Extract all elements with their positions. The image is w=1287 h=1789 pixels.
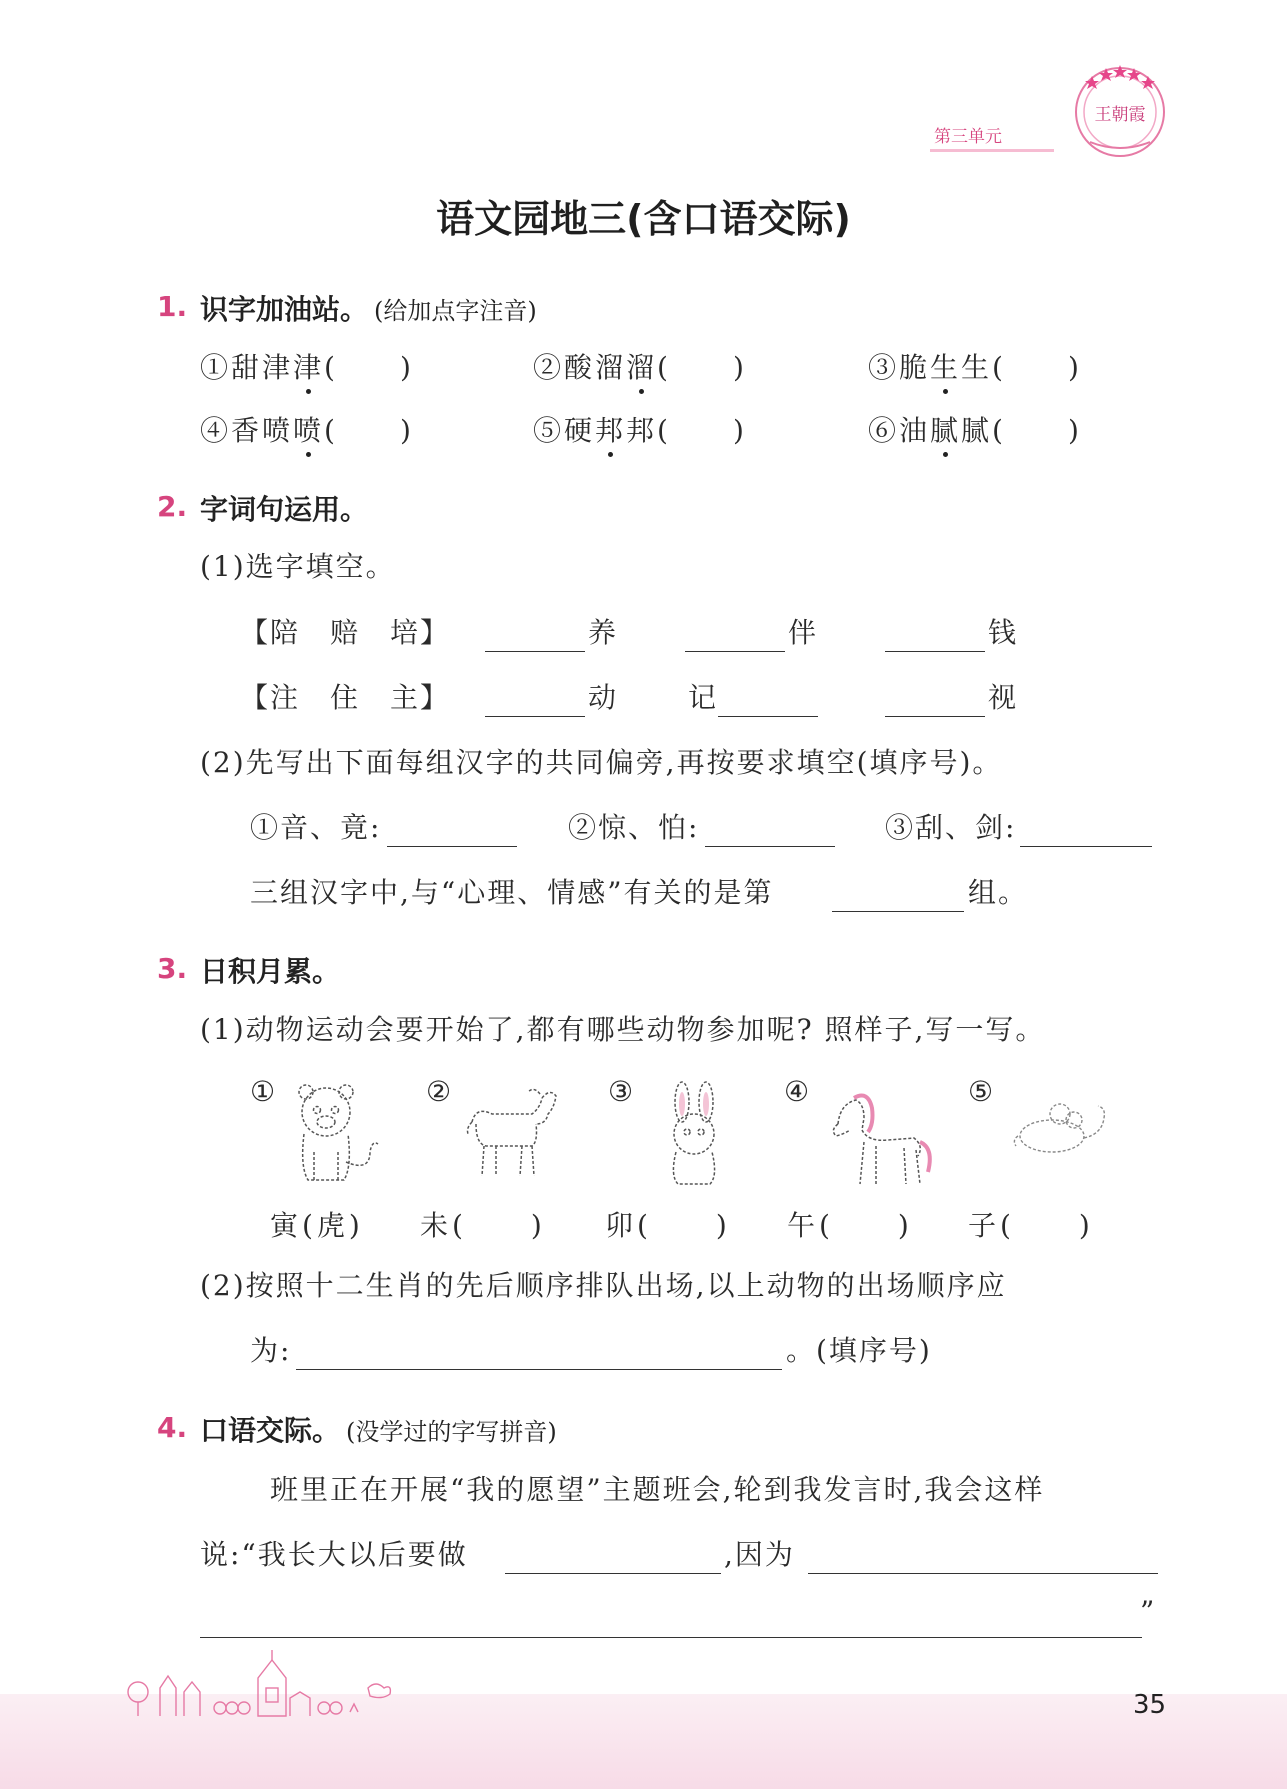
dotted-char: 腻 [930, 411, 961, 451]
zodiac-label[interactable]: 未( ) [420, 1209, 546, 1242]
answer-paren[interactable]: ( ) [657, 351, 747, 384]
answer-blank[interactable] [1020, 846, 1152, 847]
castle-decoration-icon [120, 1648, 400, 1718]
answer-blank[interactable] [808, 1573, 1158, 1574]
answer-blank[interactable] [885, 716, 985, 717]
pinyin-item-1 [200, 348, 414, 388]
word-suffix: 养 [588, 616, 619, 649]
tiger-icon [290, 1082, 382, 1184]
zodiac-label[interactable]: 午( ) [787, 1209, 913, 1242]
brand-seal-icon [1070, 62, 1170, 162]
pinyin-item-6 [868, 411, 1082, 451]
order-suffix: 。(填序号) [786, 1334, 932, 1367]
word-prefix: 记 [688, 681, 719, 714]
radical-pair-2: ②惊、怕: [568, 811, 700, 844]
zodiac-label: 寅(虎) [270, 1209, 364, 1242]
closing-quote: ” [1140, 1595, 1157, 1628]
item-number: ④ [200, 414, 232, 447]
goat-icon [462, 1084, 562, 1180]
speech-line-2-prefix: 说:“我长大以后要做 [200, 1538, 468, 1571]
mouse-icon [1012, 1098, 1108, 1160]
question-1-number: 1. [157, 290, 188, 323]
radical-sentence-end: 组。 [968, 876, 1029, 909]
dotted-char: 喷 [293, 411, 324, 451]
word-suffix: 视 [988, 681, 1019, 714]
word-suffix: 伴 [788, 616, 819, 649]
rabbit-icon [660, 1080, 728, 1188]
item-number: ③ [868, 351, 900, 384]
pinyin-item-4 [200, 411, 414, 451]
speech-line-2-mid: ,因为 [724, 1538, 795, 1571]
answer-blank[interactable] [832, 911, 964, 912]
sub-question-2-2: (2)先写出下面每组汉字的共同偏旁,再按要求填空(填序号)。 [200, 746, 1003, 779]
item-number: ① [200, 351, 232, 384]
pinyin-item-3 [868, 348, 1082, 388]
sub-question-3-1: (1)动物运动会要开始了,都有哪些动物参加呢? 照样子,写一写。 [200, 1013, 1046, 1046]
answer-blank[interactable] [505, 1573, 721, 1574]
item-number: ⑤ [533, 414, 565, 447]
page-number: 35 [1133, 1690, 1167, 1720]
answer-blank[interactable] [485, 716, 585, 717]
word-suffix: 动 [588, 681, 619, 714]
question-2-heading: 字词句运用。 [200, 493, 369, 526]
sub-question-2-1: (1)选字填空。 [200, 550, 396, 583]
animal-number: ③ [608, 1075, 634, 1108]
logo-text: 王朝霞 [1094, 105, 1146, 125]
question-2-number: 2. [157, 490, 188, 523]
answer-paren[interactable]: ( ) [324, 351, 414, 384]
answer-paren[interactable]: 邦( ) [626, 414, 747, 447]
item-number: ⑥ [868, 414, 900, 447]
animal-number: ① [250, 1075, 276, 1108]
zodiac-label[interactable]: 子( ) [968, 1209, 1094, 1242]
zodiac-label[interactable]: 卯( ) [605, 1209, 731, 1242]
answer-paren[interactable]: ( ) [324, 414, 414, 447]
answer-blank[interactable] [296, 1369, 782, 1370]
question-4-note: (没学过的字写拼音) [346, 1418, 557, 1446]
question-3-number: 3. [157, 952, 188, 985]
radical-pair-3: ③刮、剑: [885, 811, 1017, 844]
horse-icon [828, 1084, 938, 1188]
pinyin-item-2 [533, 348, 747, 388]
speech-line-1: 班里正在开展“我的愿望”主题班会,轮到我发言时,我会这样 [270, 1473, 1045, 1506]
char-group-1: 【陪 赔 培】 [240, 616, 451, 649]
answer-blank[interactable] [705, 846, 835, 847]
dotted-char: 溜 [626, 348, 657, 388]
answer-blank[interactable] [485, 651, 585, 652]
word-suffix: 钱 [988, 616, 1019, 649]
char-group-2: 【注 住 主】 [240, 681, 451, 714]
unit-label: 第三单元 [930, 125, 1054, 152]
question-1-note: (给加点字注音) [374, 297, 537, 325]
answer-blank[interactable] [387, 846, 517, 847]
item-number: ② [533, 351, 565, 384]
sub-question-3-2: (2)按照十二生肖的先后顺序排队出场,以上动物的出场顺序应 [200, 1269, 1007, 1302]
answer-blank[interactable] [718, 716, 818, 717]
item-text: 香喷 [231, 414, 294, 447]
order-prefix: 为: [250, 1334, 292, 1367]
question-1-heading [200, 288, 537, 328]
answer-blank[interactable] [885, 651, 985, 652]
item-text: 甜津 [231, 351, 294, 384]
question-4-number: 4. [157, 1411, 188, 1444]
item-text: 油 [899, 414, 931, 447]
page-title: 语文园地三(含口语交际) [436, 197, 851, 241]
item-text: 硬 [564, 414, 596, 447]
question-4-heading [200, 1409, 557, 1449]
question-3-heading: 日积月累。 [200, 955, 341, 988]
radical-sentence: 三组汉字中,与“心理、情感”有关的是第 [250, 876, 774, 909]
answer-paren[interactable]: 腻( ) [961, 414, 1082, 447]
animal-number: ② [426, 1075, 452, 1108]
item-text: 脆 [899, 351, 931, 384]
dotted-char: 生 [930, 348, 961, 388]
answer-paren[interactable]: 生( ) [961, 351, 1082, 384]
animal-number: ⑤ [968, 1075, 994, 1108]
answer-blank[interactable] [685, 651, 785, 652]
animal-number: ④ [784, 1075, 810, 1108]
radical-pair-1: ①音、竟: [250, 811, 382, 844]
item-text: 酸溜 [564, 351, 627, 384]
question-4-title: 口语交际。 [200, 1414, 341, 1447]
dotted-char: 邦 [595, 411, 626, 451]
dotted-char: 津 [293, 348, 324, 388]
answer-blank[interactable] [200, 1637, 1142, 1638]
pinyin-item-5 [533, 411, 747, 451]
question-1-title: 识字加油站。 [200, 293, 369, 326]
